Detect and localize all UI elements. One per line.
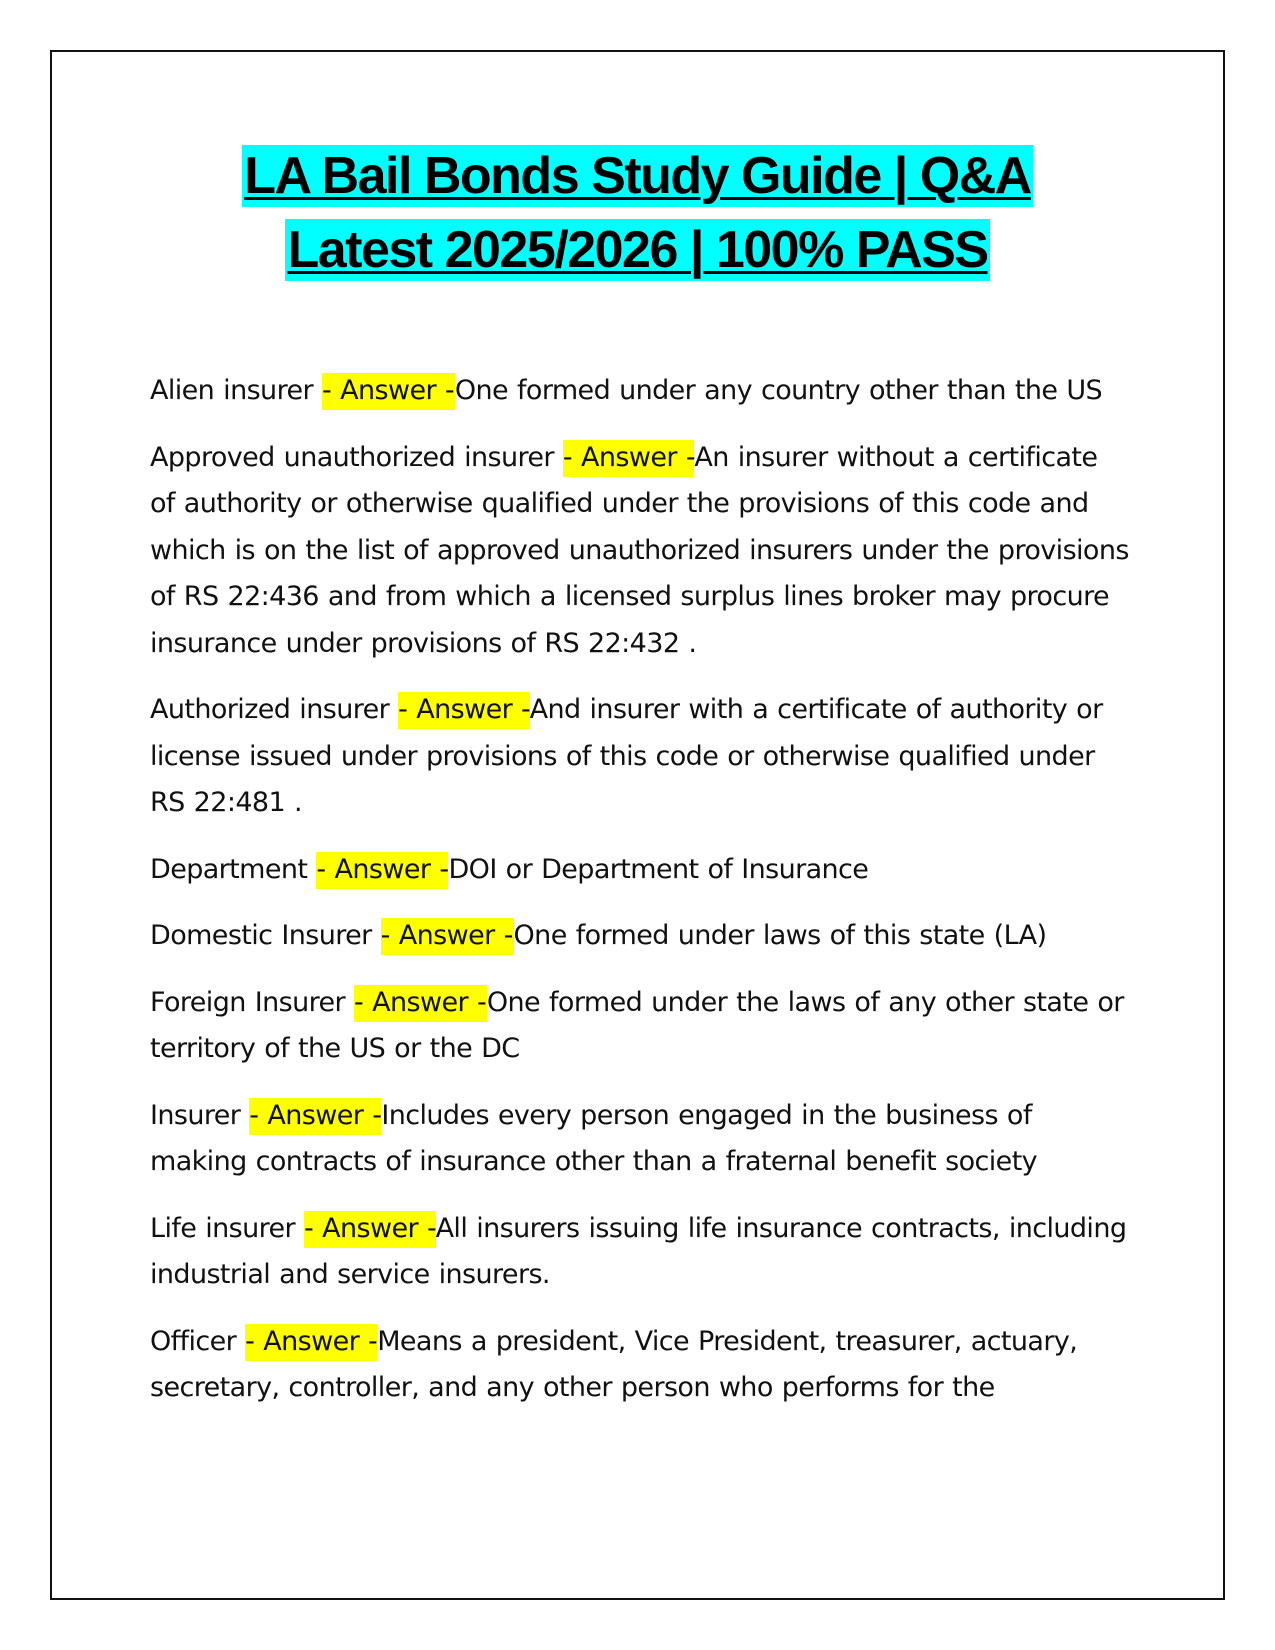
document-title	[0, 145, 1275, 293]
qa-item	[150, 980, 1130, 1073]
answer-marker: - Answer -	[316, 852, 448, 889]
qa-item	[150, 1093, 1130, 1186]
answer-marker: - Answer -	[245, 1324, 377, 1361]
definition: One formed under any country other than the US	[454, 375, 1103, 406]
term: Officer	[150, 1325, 246, 1357]
definition: All insurers issuing life insurance contracts, including industrial and service insurers.	[150, 1212, 1127, 1290]
qa-list	[150, 368, 1130, 1432]
definition: One formed under laws of this state (LA)	[513, 920, 1047, 951]
qa-item	[150, 435, 1130, 668]
answer-marker: - Answer -	[354, 985, 487, 1022]
definition: Includes every person engaged in the business of making contracts of insurance other than a fraternal benefit society	[150, 1099, 1038, 1177]
answer-marker: - Answer -	[304, 1211, 436, 1248]
qa-item	[150, 1319, 1130, 1412]
term: Authorized insurer	[150, 694, 399, 725]
title-line-2: Latest 2025/2026 | 100% PASS	[287, 221, 988, 279]
term: Domestic Insurer	[150, 920, 381, 951]
qa-item	[150, 913, 1130, 960]
definition: And insurer with a certificate of authority or license issued under provisions of this code or otherwise qualified under RS 22:481 .	[150, 694, 1103, 818]
term: Life insurer	[150, 1212, 305, 1244]
term: Foreign Insurer	[150, 986, 354, 1018]
answer-marker: - Answer -	[381, 918, 514, 955]
answer-marker: - Answer -	[322, 373, 455, 410]
qa-item	[150, 1206, 1130, 1299]
definition: An insurer without a certificate of authority or otherwise qualified under the provisions of this code and which is on the list of approved unauthorized insurers under the provisions of RS 22:436 and from which a licensed surplus lines broker may procure insurance under provisions of RS 22:432 .	[150, 441, 1129, 659]
answer-marker: - Answer -	[398, 692, 530, 729]
term: Alien insurer	[150, 375, 322, 406]
term: Insurer	[150, 1099, 250, 1131]
definition: One formed under the laws of any other state or territory of the US or the DC	[150, 986, 1124, 1064]
answer-marker: - Answer -	[563, 440, 695, 477]
qa-item	[150, 687, 1130, 827]
qa-item	[150, 368, 1130, 415]
term: Approved unauthorized insurer	[150, 441, 563, 473]
definition: Means a president, Vice President, treasurer, actuary, secretary, controller, and any other person who performs for the	[150, 1325, 1078, 1403]
term: Department	[150, 853, 317, 885]
qa-item	[150, 847, 1130, 894]
title-line-1: LA Bail Bonds Study Guide | Q&A	[244, 147, 1031, 205]
answer-marker: - Answer -	[249, 1098, 381, 1135]
definition: DOI or Department of Insurance	[448, 853, 869, 885]
